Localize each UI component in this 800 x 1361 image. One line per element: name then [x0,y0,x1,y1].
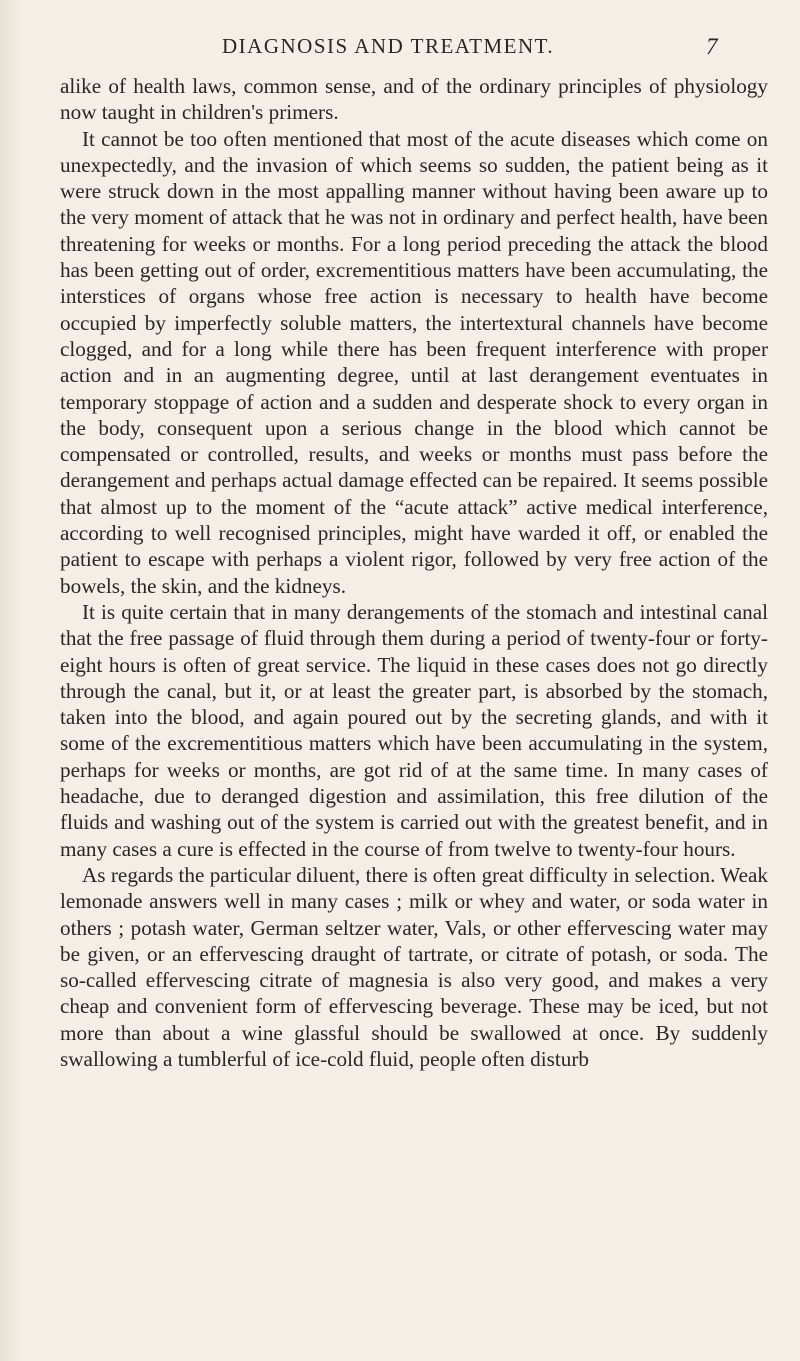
page-header [0,34,800,64]
paragraph-continuation: alike of health laws, common sense, and of the ordinary principles of physiology now taught in children's primers. [60,74,768,125]
page-number: 7 [706,34,718,59]
page-gutter-shadow [0,0,22,1361]
paragraph-fluid-passage: It is quite certain that in many derangements of the stomach and intestinal canal that the free passage of fluid through them during a period of twenty-four or forty-eight hours is often of great service. The liquid in these cases does not go directly through the canal, but it, or at least the greater part, is absorbed by the stomach, taken into the blood, and again poured out by the secreting glands, and with it some of the excrementitious matters which have been accumulating in the system, perhaps for weeks or months, are got rid of at the same time. In many cases of headache, due to deranged digestion and assimilation, this free dilution of the fluids and washing out of the system is carried out with the greatest benefit, and in many cases a cure is effected in the course of from twelve to twenty-four hours. [60,599,768,861]
running-head: DIAGNOSIS AND TREATMENT. [222,34,555,58]
body-text [60,73,768,1072]
paragraph-acute-diseases: It cannot be too often mentioned that most of the acute diseases which come on unexpectedly, and the invasion of which seems so sudden, the patient being as it were struck down in the most appalling manner without having been aware up to the very moment of attack that he was not in ordinary and perfect health, have been threatening for weeks or months. For a long period preceding the attack the blood has been getting out of order, excrementitious matters have been accumulating, the interstices of organs whose free action is necessary to health have become occupied by imperfectly soluble matters, the intertextural channels have become clogged, and for a long while there has been frequent interference with proper action and in an augmenting degree, until at last derangement eventuates in temporary stoppage of action and a sudden and desperate shock to every organ in the body, consequent upon a serious change in the blood which cannot be compensated or controlled, results, and weeks or months must pass before the derangement and perhaps actual damage effected can be repaired. It seems possible that almost up to the moment of the “acute attack” active medical interference, according to well recognised principles, might have warded it off, or enabled the patient to escape with perhaps a violent rigor, followed by very free action of the bowels, the skin, and the kidneys. [60,126,768,598]
paragraph-diluent-selection: As regards the particular diluent, there is often great difficulty in selection. Weak lemonade answers well in many cases ; milk or whey and water, or soda water in others ; potash water, German seltzer water, Vals, or other effervescing water may be given, or an effervescing draught of tartrate, or citrate of potash, or soda. The so-called effervescing citrate of magnesia is also very good, and makes a very cheap and convenient form of effervescing beverage. These may be iced, but not more than about a wine glassful should be swallowed at once. By suddenly swallowing a tumblerful of ice-cold fluid, people often disturb [60,862,768,1071]
